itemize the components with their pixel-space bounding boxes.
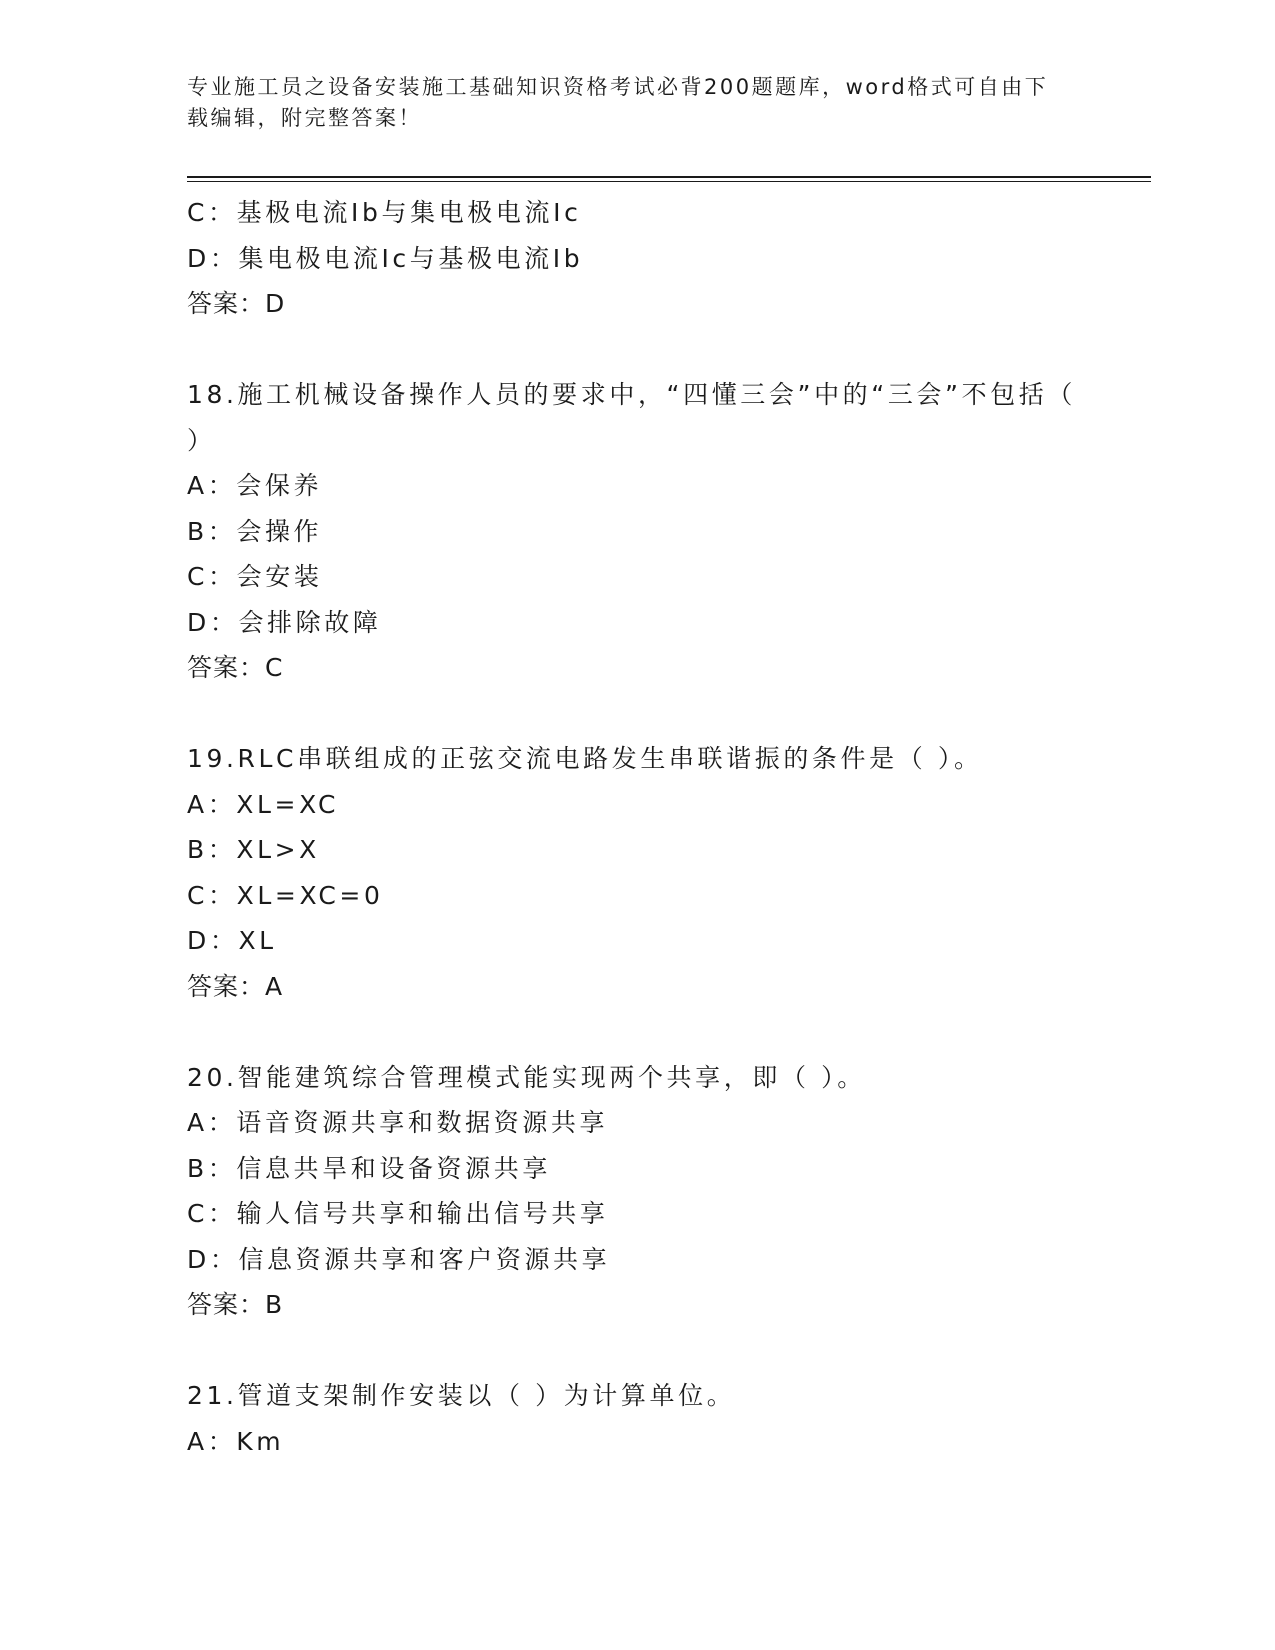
answer: 答案：A — [187, 971, 284, 1001]
option-d: D：集电极电流Ic与基极电流Ib — [187, 243, 584, 273]
option-b: B：XL>X — [187, 835, 320, 864]
option-a: A：XL=XC — [187, 789, 340, 819]
option-d: D：XL — [187, 926, 277, 955]
header-divider-thin — [187, 181, 1151, 182]
question-text: 20.智能建筑综合管理模式能实现两个共享，即（ ）。 — [187, 1062, 866, 1092]
document-header: 专业施工员之设备安装施工基础知识资格考试必背200题题库，word格式可自由下载编辑，附完整答案！ — [187, 75, 1049, 130]
option-a: A：语音资源共享和数据资源共享 — [187, 1108, 609, 1137]
answer: 答案：C — [187, 653, 284, 682]
spacer — [187, 1009, 1087, 1055]
question-20 — [187, 1055, 1087, 1328]
question-list — [187, 190, 1087, 1464]
question-text: 21.管道支架制作安装以（ ）为计算单位。 — [187, 1381, 736, 1410]
answer: 答案：D — [187, 289, 286, 318]
spacer — [187, 327, 1087, 373]
option-c: C：输人信号共享和输出信号共享 — [187, 1199, 609, 1228]
question-21 — [187, 1373, 1087, 1464]
answer: 答案：B — [187, 1290, 284, 1319]
option-c: C：会安装 — [187, 562, 323, 591]
question-19 — [187, 736, 1087, 1009]
option-a: A：Km — [187, 1426, 285, 1456]
option-d: D：信息资源共享和客户资源共享 — [187, 1244, 611, 1274]
option-c: C：XL=XC=0 — [187, 880, 384, 910]
option-d: D：会排除故障 — [187, 607, 382, 637]
option-c: C：基极电流Ib与集电极电流Ic — [187, 198, 582, 227]
question-18 — [187, 372, 1087, 691]
spacer — [187, 1328, 1087, 1374]
option-b: B：信息共旱和设备资源共享 — [187, 1153, 551, 1183]
option-a: A：会保养 — [187, 471, 323, 500]
option-b: B：会操作 — [187, 516, 323, 546]
header-divider-thick — [187, 176, 1151, 178]
question-text: 18.施工机械设备操作人员的要求中，“四懂三会”中的“三会”不包括（ ） — [187, 380, 1076, 455]
question-17-partial — [187, 190, 1087, 327]
question-text: 19.RLC串联组成的正弦交流电路发生串联谐振的条件是（ ）。 — [187, 744, 983, 773]
spacer — [187, 691, 1087, 737]
